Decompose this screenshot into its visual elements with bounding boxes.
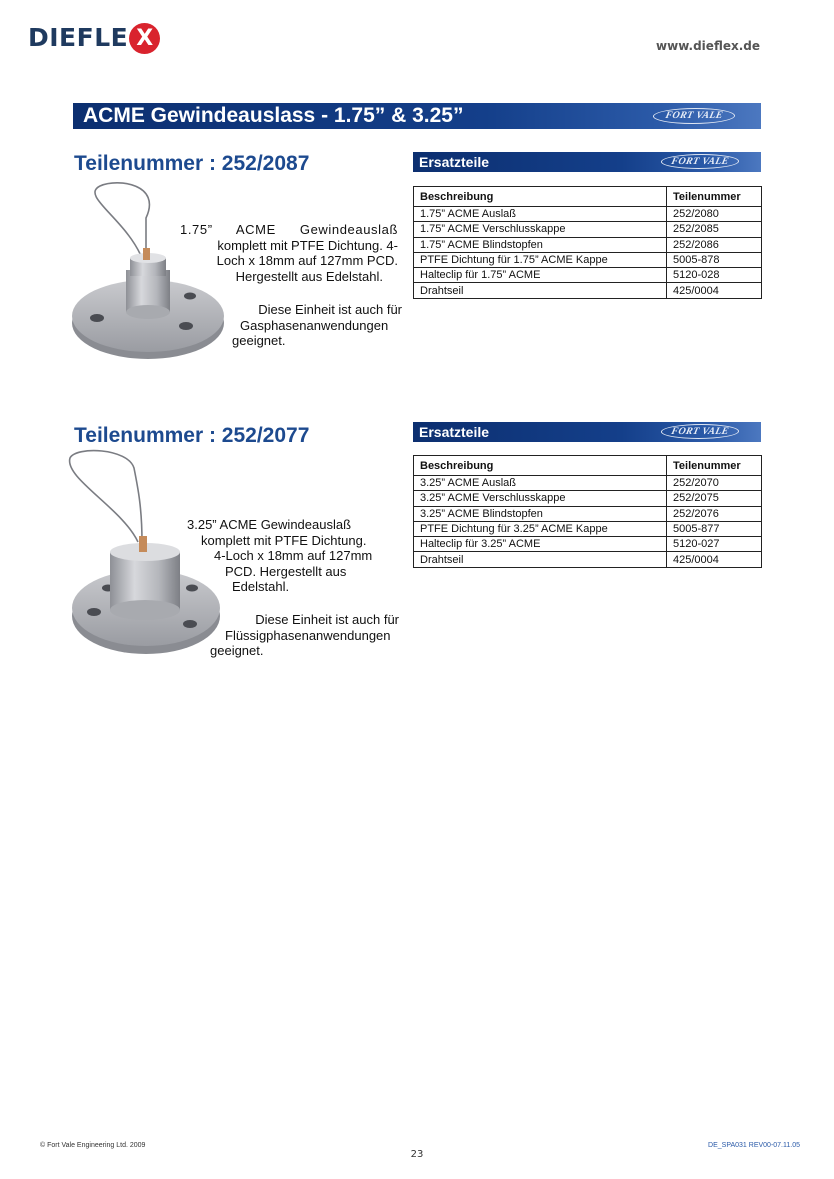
table-row bbox=[414, 222, 762, 237]
cell-description: 1.75” ACME Verschlusskappe bbox=[414, 222, 667, 237]
note-1 bbox=[232, 302, 402, 349]
website-url: www.dieflex.de bbox=[656, 39, 760, 53]
cell-part-number: 5120-028 bbox=[667, 268, 762, 283]
cell-description: 3.25” ACME Verschlusskappe bbox=[414, 491, 667, 506]
note-2 bbox=[210, 612, 406, 659]
column-header-part-number: Teilenummer bbox=[667, 187, 762, 207]
table-row bbox=[414, 207, 762, 222]
description-2-line: 3.25” ACME Gewindeauslaß bbox=[187, 517, 352, 532]
logo-text: DIEFLE bbox=[28, 23, 129, 52]
cell-part-number: 252/2075 bbox=[667, 491, 762, 506]
dieflex-logo bbox=[28, 22, 160, 54]
fort-vale-logo bbox=[659, 424, 740, 439]
table-row bbox=[414, 552, 762, 567]
cell-description: 1.75” ACME Blindstopfen bbox=[414, 237, 667, 252]
fort-vale-logo-text: FORT VALE bbox=[670, 155, 730, 167]
fort-vale-logo bbox=[659, 154, 740, 169]
note-1-line: Diese Einheit ist auch für bbox=[258, 302, 402, 317]
part-title-2: Teilenummer : 252/2077 bbox=[74, 424, 310, 447]
table-row bbox=[414, 252, 762, 267]
spare-parts-table-1 bbox=[413, 186, 762, 299]
cell-part-number: 425/0004 bbox=[667, 283, 762, 298]
description-1-line: Loch x 18mm auf 127mm PCD. bbox=[216, 253, 398, 268]
cell-description: 1.75” ACME Auslaß bbox=[414, 207, 667, 222]
description-1-line: 1.75” ACME Gewindeauslaß bbox=[180, 222, 398, 237]
spares-title-2: Ersatzteile bbox=[419, 424, 490, 440]
logo-x-letter: X bbox=[136, 25, 154, 51]
cell-part-number: 5005-877 bbox=[667, 521, 762, 536]
table-row bbox=[414, 476, 762, 491]
fort-vale-logo-text: FORT VALE bbox=[664, 110, 724, 121]
banner-title: ACME Gewindeauslass - 1.75” & 3.25” bbox=[83, 104, 464, 127]
note-2-line: Flüssigphasenanwendungen bbox=[225, 627, 391, 643]
cell-part-number: 425/0004 bbox=[667, 552, 762, 567]
spare-parts-table-2 bbox=[413, 455, 762, 568]
cell-description: Halteclip für 1.75” ACME bbox=[414, 268, 667, 283]
cell-part-number: 5005-878 bbox=[667, 252, 762, 267]
cell-part-number: 252/2080 bbox=[667, 207, 762, 222]
table-header-row bbox=[414, 187, 762, 207]
note-1-line: geeignet. bbox=[232, 333, 286, 348]
copyright-notice: © Fort Vale Engineering Ltd. 2009 bbox=[40, 1142, 146, 1149]
description-2-line: PCD. Hergestellt aus bbox=[225, 563, 347, 579]
fort-vale-logo-text: FORT VALE bbox=[670, 425, 730, 437]
table-row bbox=[414, 506, 762, 521]
cell-part-number: 5120-027 bbox=[667, 537, 762, 552]
table-header-row bbox=[414, 456, 762, 476]
description-2-line: 4-Loch x 18mm auf 127mm bbox=[214, 548, 373, 563]
description-1-line: Hergestellt aus Edelstahl. bbox=[235, 268, 383, 284]
page-banner bbox=[73, 103, 761, 129]
column-header-description: Beschreibung bbox=[414, 187, 667, 207]
cell-description: 3.25” ACME Blindstopfen bbox=[414, 506, 667, 521]
description-2-line: komplett mit PTFE Dichtung. bbox=[201, 532, 367, 548]
cell-description: 3.25” ACME Auslaß bbox=[414, 476, 667, 491]
description-2-line: Edelstahl. bbox=[232, 579, 290, 594]
note-2-line: Diese Einheit ist auch für bbox=[255, 612, 399, 627]
description-1 bbox=[180, 222, 398, 284]
fort-vale-logo bbox=[651, 108, 736, 124]
logo-x-badge bbox=[129, 23, 160, 54]
table-row bbox=[414, 237, 762, 252]
spares-title-1: Ersatzteile bbox=[419, 154, 490, 170]
table-row bbox=[414, 537, 762, 552]
spares-header-2 bbox=[413, 422, 761, 442]
table-row bbox=[414, 268, 762, 283]
cell-description: Drahtseil bbox=[414, 552, 667, 567]
cell-part-number: 252/2076 bbox=[667, 506, 762, 521]
note-1-line: Gasphasenanwendungen bbox=[240, 317, 389, 333]
part-title-1: Teilenummer : 252/2087 bbox=[74, 152, 310, 175]
spares-header-1 bbox=[413, 152, 761, 172]
table-row bbox=[414, 491, 762, 506]
table-row bbox=[414, 283, 762, 298]
cell-description: Drahtseil bbox=[414, 283, 667, 298]
column-header-description: Beschreibung bbox=[414, 456, 667, 476]
cell-part-number: 252/2085 bbox=[667, 222, 762, 237]
column-header-part-number: Teilenummer bbox=[667, 456, 762, 476]
document-reference: DE_SPA031 REV00-07.11.05 bbox=[708, 1142, 800, 1149]
description-2 bbox=[180, 517, 400, 595]
cell-description: Halteclip für 3.25” ACME bbox=[414, 537, 667, 552]
description-1-line: komplett mit PTFE Dichtung. 4- bbox=[217, 237, 398, 253]
table-row bbox=[414, 521, 762, 536]
cell-part-number: 252/2086 bbox=[667, 237, 762, 252]
cell-description: PTFE Dichtung für 3.25” ACME Kappe bbox=[414, 521, 667, 536]
cell-part-number: 252/2070 bbox=[667, 476, 762, 491]
cell-description: PTFE Dichtung für 1.75” ACME Kappe bbox=[414, 252, 667, 267]
note-2-line: geeignet. bbox=[210, 643, 264, 658]
page-number: 23 bbox=[410, 1149, 424, 1160]
